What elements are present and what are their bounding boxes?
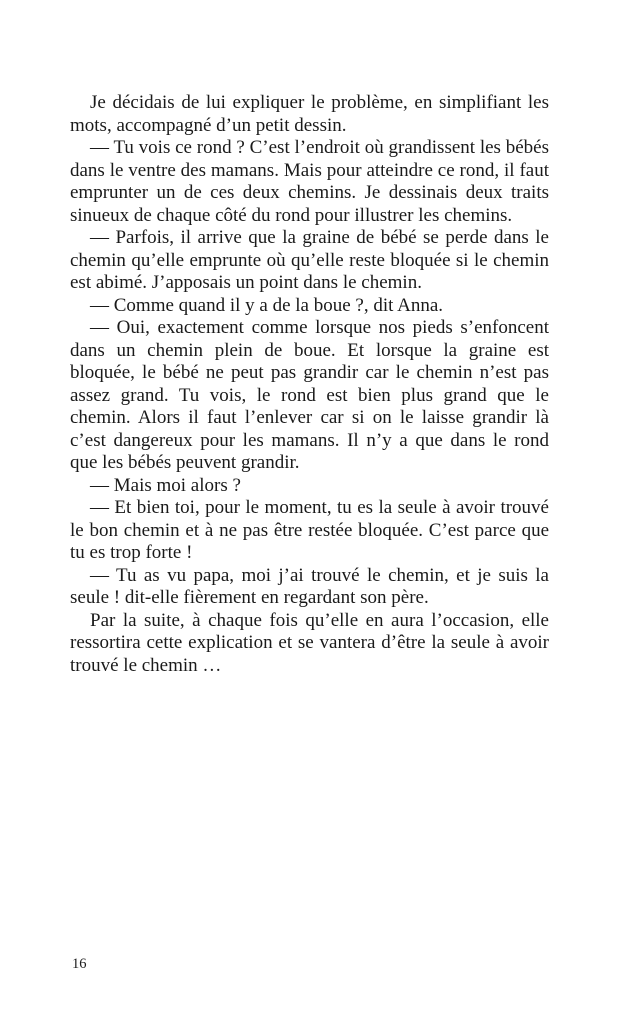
paragraph-dialogue-tu-as-vu: — Tu as vu papa, moi j’ai trouvé le chemin, et je suis la seule ! dit-elle fièrement en regardant son père. — [70, 564, 549, 608]
paragraph-dialogue-parfois: — Parfois, il arrive que la graine de bébé se perde dans le chemin qu’elle emprunte où qu’elle reste bloquée si le chemin est abimé. J’apposais un point dans le chemin. — [70, 227, 549, 293]
paragraph-dialogue-rond: — Tu vois ce rond ? C’est l’endroit où grandissent les bébés dans le ventre des mamans. Mais pour atteindre ce rond, il faut emprunter un de ces deux chemins. Je dessinais deux traits sinueux de chaque côté du rond pour illustrer les chemins. — [70, 137, 549, 226]
page-body — [70, 92, 549, 677]
paragraph-dialogue-boue: — Comme quand il y a de la boue ?, dit Anna. — [90, 294, 444, 316]
page-number: 16 — [72, 956, 87, 972]
paragraph-dialogue-oui: — Oui, exactement comme lorsque nos pieds s’enfoncent dans un chemin plein de boue. Et lorsque la graine est bloquée, le bébé ne peut pas grandir car le chemin n’est pas assez grand. Tu vois, le rond est bien plus grand que le chemin. Alors il faut l’enlever car si on le laisse grandir là c’est dangereux pour les mamans. Il n’y a que dans le rond que les bébés peuvent grandir. — [70, 317, 549, 473]
paragraph-intro: Je décidais de lui expliquer le problème, en simplifiant les mots, accompagné d’un petit dessin. — [70, 92, 549, 136]
paragraph-dialogue-mais-moi: — Mais moi alors ? — [90, 474, 241, 496]
paragraph-dialogue-et-bien-toi: — Et bien toi, pour le moment, tu es la seule à avoir trouvé le bon chemin et à ne pas être restée bloquée. C’est parce que tu es trop forte ! — [70, 497, 549, 563]
paragraph-conclusion: Par la suite, à chaque fois qu’elle en aura l’occasion, elle ressortira cette explication et se vantera d’être la seule à avoir trouvé le chemin … — [70, 609, 549, 676]
